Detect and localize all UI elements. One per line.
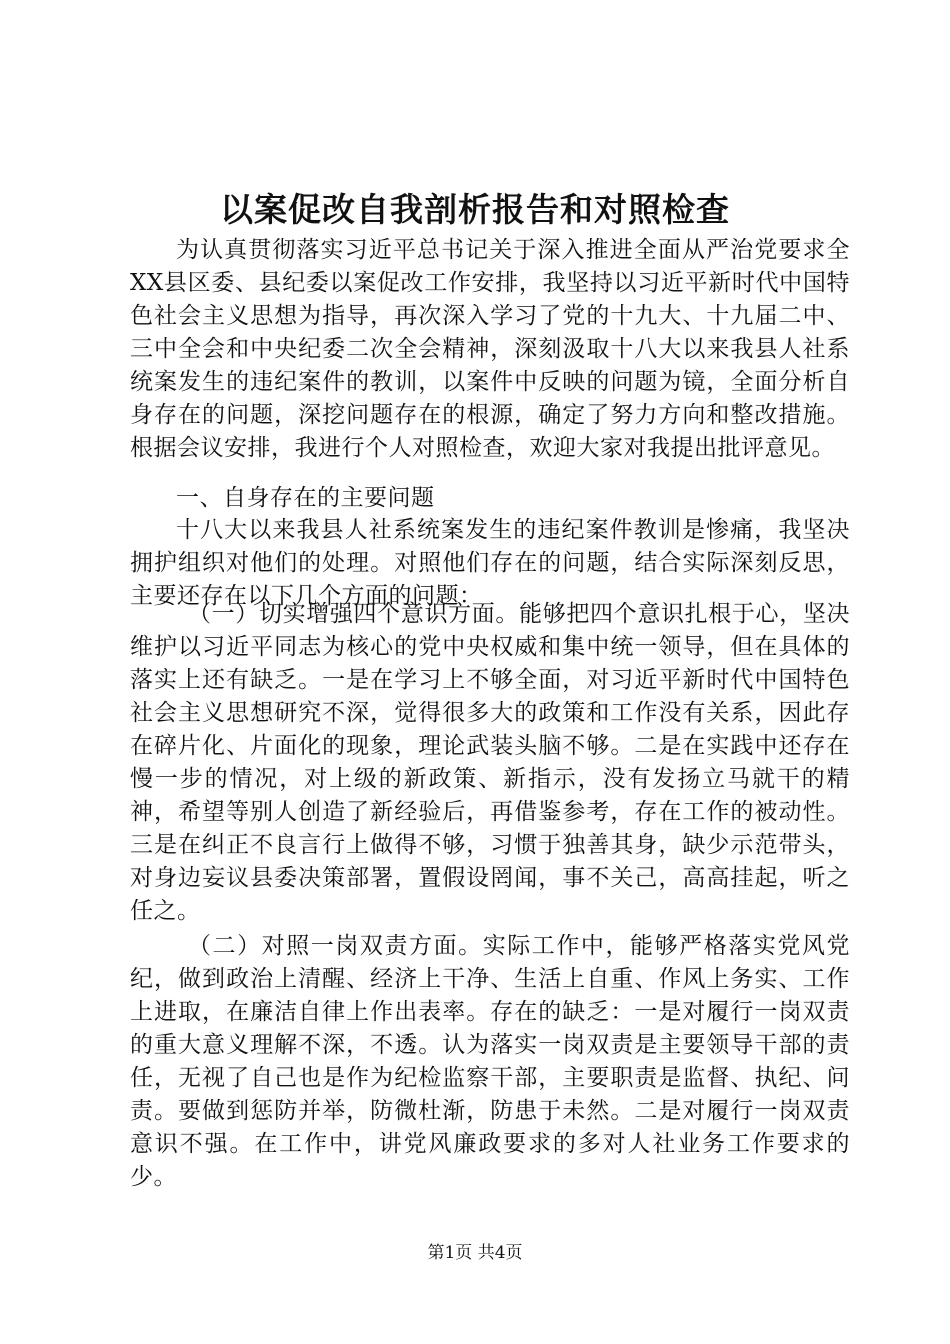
document-title: 以案促改自我剖析报告和对照检查: [220, 190, 730, 229]
lead-paragraph: 十八大以来我县人社系统案发生的违纪案件教训是惨痛，我坚决拥护组织对他们的处理。对照他们存在的问题，结合实际深刻反思，主要还存在以下几个方面的问题：: [130, 517, 850, 609]
page-footer: 第1页 共4页: [427, 1243, 523, 1263]
item-one-paragraph: （一）切实增强四个意识方面。能够把四个意识扎根于心，坚决维护以习近平同志为核心的党中央权威和集中统一领导，但在具体的落实上还有缺乏。一是在学习上不够全面，对习近平新时代中国特色社会主义思想研究不深，觉得很多大的政策和工作没有关系，因此存在碎片化、片面化的现象，理论武装头脑不够。二是在实践中还存在慢一步的情况，对上级的新政策、新指示，没有发扬立马就干的精神，希望等别人创造了新经验后，再借鉴参考，存在工作的被动性。三是在纠正不良言行上做得不够，习惯于独善其身，缺少示范带头，对身边妄议县委决策部署，置假设罔闻，事不关己，高高挂起，听之任之。: [130, 601, 850, 924]
item-two-paragraph: （二）对照一岗双责方面。实际工作中，能够严格落实党风党纪，做到政治上清醒、经济上干净、生活上自重、作风上务实、工作上进取，在廉洁自律上作出表率。存在的缺乏：一是对履行一岗双责的重大意义理解不深，不透。认为落实一岗双责是主要领导干部的责任，无视了自己也是作为纪检监察干部，主要职责是监督、执纪、问责。要做到惩防并举，防微杜渐，防患于未然。二是对履行一岗双责意识不强。在工作中，讲党风廉政要求的多对人社业务工作要求的少。: [130, 933, 850, 1190]
intro-paragraph: 为认真贯彻落实习近平总书记关于深入推进全面从严治党要求全XX县区委、县纪委以案促改工作安排，我坚持以习近平新时代中国特色社会主义思想为指导，再次深入学习了党的十九大、十九届二中、三中全会和中央纪委二次全会精神，深刻汲取十八大以来我县人社系统案发生的违纪案件的教训，以案件中反映的问题为镜，全面分析自身存在的问题，深挖问题存在的根源，确定了努力方向和整改措施。根据会议安排，我进行个人对照检查，欢迎大家对我提出批评意见。: [130, 237, 850, 461]
section-heading-one: 一、自身存在的主要问题: [176, 485, 435, 511]
